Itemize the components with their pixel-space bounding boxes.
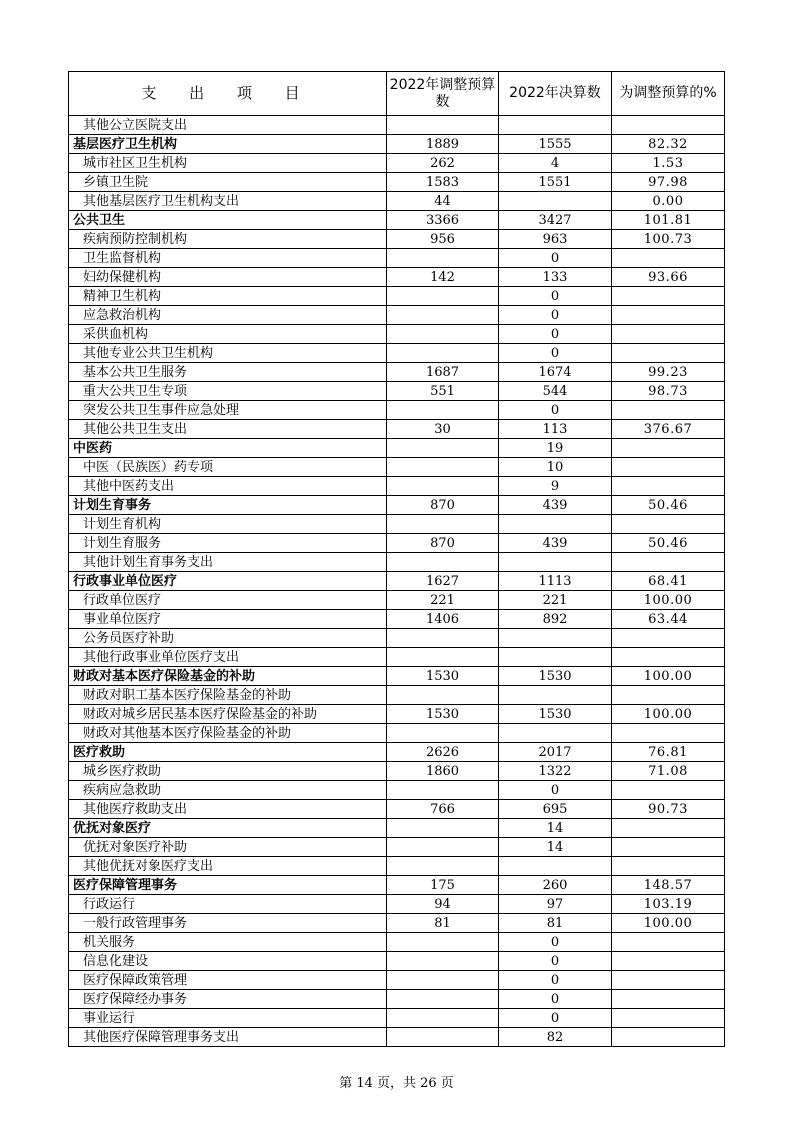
row-ratio-cell [612, 952, 725, 971]
header-budget: 2022年调整预算数 [387, 72, 499, 116]
table-row [69, 439, 725, 458]
row-final-cell: 14 [499, 838, 612, 857]
row-final-cell: 133 [499, 268, 612, 287]
row-final-cell: 19 [499, 439, 612, 458]
row-ratio-cell: 148.57 [612, 876, 725, 895]
row-budget-cell [387, 724, 499, 743]
table-row [69, 306, 725, 325]
row-budget-cell [387, 553, 499, 572]
row-final-cell: 0 [499, 952, 612, 971]
row-final-cell: 0 [499, 971, 612, 990]
row-budget-cell [387, 306, 499, 325]
row-final-cell: 3427 [499, 211, 612, 230]
row-final-cell: 439 [499, 496, 612, 515]
row-final-cell: 10 [499, 458, 612, 477]
table-row [69, 876, 725, 895]
row-name-cell: 其他公共卫生支出 [69, 420, 387, 439]
row-ratio-cell [612, 686, 725, 705]
row-budget-cell [387, 287, 499, 306]
table-header-row [69, 72, 725, 116]
table-row [69, 933, 725, 952]
table-row [69, 458, 725, 477]
row-name-cell: 其他专业公共卫生机构 [69, 344, 387, 363]
table-row [69, 420, 725, 439]
row-name-cell: 信息化建设 [69, 952, 387, 971]
row-final-cell [499, 192, 612, 211]
row-name-cell: 乡镇卫生院 [69, 173, 387, 192]
row-final-cell: 1530 [499, 705, 612, 724]
row-ratio-cell: 93.66 [612, 268, 725, 287]
row-budget-cell [387, 629, 499, 648]
table-row [69, 382, 725, 401]
row-ratio-cell [612, 1028, 725, 1047]
row-name-cell: 其他行政事业单位医疗支出 [69, 648, 387, 667]
row-ratio-cell: 100.00 [612, 705, 725, 724]
table-row [69, 496, 725, 515]
row-budget-cell: 870 [387, 496, 499, 515]
row-budget-cell [387, 515, 499, 534]
table-row [69, 971, 725, 990]
row-ratio-cell: 90.73 [612, 800, 725, 819]
row-budget-cell: 956 [387, 230, 499, 249]
row-name-cell: 城市社区卫生机构 [69, 154, 387, 173]
row-ratio-cell: 99.23 [612, 363, 725, 382]
table-row [69, 629, 725, 648]
row-name-cell: 其他医疗保障管理事务支出 [69, 1028, 387, 1047]
row-name-cell: 城乡医疗救助 [69, 762, 387, 781]
row-name-cell: 财政对职工基本医疗保险基金的补助 [69, 686, 387, 705]
row-final-cell: 14 [499, 819, 612, 838]
table-row [69, 800, 725, 819]
row-budget-cell [387, 1028, 499, 1047]
table-row [69, 192, 725, 211]
row-ratio-cell [612, 971, 725, 990]
row-final-cell: 1113 [499, 572, 612, 591]
row-name-cell: 财政对其他基本医疗保险基金的补助 [69, 724, 387, 743]
row-ratio-cell [612, 287, 725, 306]
row-final-cell: 2017 [499, 743, 612, 762]
row-ratio-cell [612, 401, 725, 420]
row-ratio-cell: 0.00 [612, 192, 725, 211]
row-name-cell: 卫生监督机构 [69, 249, 387, 268]
row-final-cell: 0 [499, 344, 612, 363]
row-budget-cell [387, 990, 499, 1009]
row-name-cell: 计划生育服务 [69, 534, 387, 553]
row-budget-cell: 81 [387, 914, 499, 933]
table-row [69, 344, 725, 363]
row-ratio-cell: 100.00 [612, 914, 725, 933]
table-row [69, 857, 725, 876]
row-name-cell: 应急救治机构 [69, 306, 387, 325]
table-row [69, 249, 725, 268]
table-row [69, 705, 725, 724]
table-row [69, 819, 725, 838]
row-ratio-cell [612, 477, 725, 496]
row-name-cell: 基本公共卫生服务 [69, 363, 387, 382]
row-name-cell: 优抚对象医疗补助 [69, 838, 387, 857]
row-ratio-cell [612, 116, 725, 135]
row-ratio-cell [612, 515, 725, 534]
row-name-cell: 计划生育事务 [69, 496, 387, 515]
row-budget-cell: 551 [387, 382, 499, 401]
table-row [69, 116, 725, 135]
row-name-cell: 妇幼保健机构 [69, 268, 387, 287]
row-budget-cell [387, 686, 499, 705]
row-ratio-cell [612, 648, 725, 667]
table-row [69, 135, 725, 154]
row-ratio-cell [612, 990, 725, 1009]
row-name-cell: 采供血机构 [69, 325, 387, 344]
expenditure-table [68, 71, 725, 1047]
table-row [69, 230, 725, 249]
row-budget-cell [387, 838, 499, 857]
row-ratio-cell: 100.00 [612, 591, 725, 610]
table-row [69, 648, 725, 667]
header-final: 2022年决算数 [499, 72, 612, 116]
row-budget-cell: 3366 [387, 211, 499, 230]
row-name-cell: 其他医疗救助支出 [69, 800, 387, 819]
row-budget-cell [387, 1009, 499, 1028]
table-row [69, 838, 725, 857]
row-ratio-cell: 98.73 [612, 382, 725, 401]
row-name-cell: 事业运行 [69, 1009, 387, 1028]
row-ratio-cell [612, 249, 725, 268]
row-name-cell: 中医药 [69, 439, 387, 458]
table-row [69, 610, 725, 629]
row-final-cell: 1322 [499, 762, 612, 781]
row-budget-cell: 262 [387, 154, 499, 173]
row-name-cell: 医疗保障经办事务 [69, 990, 387, 1009]
row-name-cell: 公务员医疗补助 [69, 629, 387, 648]
row-name-cell: 疾病预防控制机构 [69, 230, 387, 249]
row-final-cell: 4 [499, 154, 612, 173]
row-final-cell: 0 [499, 401, 612, 420]
table-row [69, 914, 725, 933]
row-budget-cell: 1627 [387, 572, 499, 591]
row-final-cell: 0 [499, 249, 612, 268]
row-final-cell: 221 [499, 591, 612, 610]
row-name-cell: 医疗保障政策管理 [69, 971, 387, 990]
row-ratio-cell [612, 458, 725, 477]
table-row [69, 287, 725, 306]
row-ratio-cell: 100.00 [612, 667, 725, 686]
row-budget-cell: 1530 [387, 705, 499, 724]
row-final-cell [499, 515, 612, 534]
row-name-cell: 一般行政管理事务 [69, 914, 387, 933]
row-ratio-cell: 376.67 [612, 420, 725, 439]
table-row [69, 477, 725, 496]
row-ratio-cell: 50.46 [612, 496, 725, 515]
row-budget-cell [387, 477, 499, 496]
table-row [69, 401, 725, 420]
row-name-cell: 其他优抚对象医疗支出 [69, 857, 387, 876]
row-ratio-cell [612, 306, 725, 325]
row-ratio-cell: 63.44 [612, 610, 725, 629]
row-name-cell: 精神卫生机构 [69, 287, 387, 306]
row-name-cell: 财政对基本医疗保险基金的补助 [69, 667, 387, 686]
table-row [69, 572, 725, 591]
row-budget-cell: 30 [387, 420, 499, 439]
row-budget-cell [387, 458, 499, 477]
row-budget-cell: 1860 [387, 762, 499, 781]
row-budget-cell: 142 [387, 268, 499, 287]
row-final-cell: 0 [499, 287, 612, 306]
row-budget-cell [387, 325, 499, 344]
row-budget-cell [387, 249, 499, 268]
row-final-cell: 963 [499, 230, 612, 249]
row-name-cell: 其他公立医院支出 [69, 116, 387, 135]
row-final-cell: 113 [499, 420, 612, 439]
row-name-cell: 财政对城乡居民基本医疗保险基金的补助 [69, 705, 387, 724]
table-row [69, 724, 725, 743]
table-row [69, 515, 725, 534]
row-budget-cell [387, 971, 499, 990]
row-final-cell: 1555 [499, 135, 612, 154]
row-name-cell: 其他中医药支出 [69, 477, 387, 496]
row-budget-cell [387, 933, 499, 952]
row-final-cell [499, 116, 612, 135]
row-final-cell: 260 [499, 876, 612, 895]
row-final-cell: 82 [499, 1028, 612, 1047]
row-ratio-cell [612, 629, 725, 648]
table-row [69, 952, 725, 971]
table-row [69, 1009, 725, 1028]
row-name-cell: 公共卫生 [69, 211, 387, 230]
row-name-cell: 其他计划生育事务支出 [69, 553, 387, 572]
table-row [69, 781, 725, 800]
row-budget-cell [387, 344, 499, 363]
row-final-cell [499, 857, 612, 876]
row-budget-cell: 1583 [387, 173, 499, 192]
row-budget-cell: 1889 [387, 135, 499, 154]
table-row [69, 762, 725, 781]
row-budget-cell: 1687 [387, 363, 499, 382]
row-final-cell [499, 686, 612, 705]
row-final-cell: 0 [499, 781, 612, 800]
table-row [69, 534, 725, 553]
row-final-cell: 9 [499, 477, 612, 496]
row-ratio-cell [612, 325, 725, 344]
row-name-cell: 事业单位医疗 [69, 610, 387, 629]
row-ratio-cell [612, 439, 725, 458]
table-row [69, 1028, 725, 1047]
row-ratio-cell [612, 724, 725, 743]
row-name-cell: 行政单位医疗 [69, 591, 387, 610]
row-ratio-cell [612, 838, 725, 857]
row-final-cell [499, 629, 612, 648]
row-ratio-cell: 101.81 [612, 211, 725, 230]
table-row [69, 667, 725, 686]
row-final-cell [499, 553, 612, 572]
row-budget-cell [387, 116, 499, 135]
row-ratio-cell [612, 933, 725, 952]
row-name-cell: 计划生育机构 [69, 515, 387, 534]
row-name-cell: 机关服务 [69, 933, 387, 952]
row-ratio-cell: 100.73 [612, 230, 725, 249]
row-final-cell: 695 [499, 800, 612, 819]
row-final-cell [499, 648, 612, 667]
row-name-cell: 突发公共卫生事件应急处理 [69, 401, 387, 420]
row-ratio-cell: 50.46 [612, 534, 725, 553]
row-ratio-cell: 68.41 [612, 572, 725, 591]
row-budget-cell: 766 [387, 800, 499, 819]
table-body [69, 116, 725, 1047]
row-budget-cell [387, 857, 499, 876]
table-row [69, 268, 725, 287]
row-budget-cell: 1530 [387, 667, 499, 686]
row-name-cell: 医疗保障管理事务 [69, 876, 387, 895]
row-ratio-cell: 71.08 [612, 762, 725, 781]
row-ratio-cell [612, 553, 725, 572]
row-budget-cell: 44 [387, 192, 499, 211]
row-budget-cell [387, 952, 499, 971]
row-budget-cell: 221 [387, 591, 499, 610]
table-row [69, 211, 725, 230]
row-name-cell: 医疗救助 [69, 743, 387, 762]
row-final-cell [499, 724, 612, 743]
row-budget-cell: 1406 [387, 610, 499, 629]
row-name-cell: 行政运行 [69, 895, 387, 914]
row-ratio-cell: 103.19 [612, 895, 725, 914]
row-budget-cell [387, 781, 499, 800]
row-final-cell: 1551 [499, 173, 612, 192]
row-ratio-cell [612, 781, 725, 800]
row-budget-cell [387, 401, 499, 420]
row-ratio-cell: 1.53 [612, 154, 725, 173]
row-final-cell: 439 [499, 534, 612, 553]
table-row [69, 363, 725, 382]
row-name-cell: 中医（民族医）药专项 [69, 458, 387, 477]
row-name-cell: 行政事业单位医疗 [69, 572, 387, 591]
row-name-cell: 疾病应急救助 [69, 781, 387, 800]
row-final-cell: 0 [499, 306, 612, 325]
row-final-cell: 1530 [499, 667, 612, 686]
table-row [69, 743, 725, 762]
row-final-cell: 81 [499, 914, 612, 933]
table-row [69, 591, 725, 610]
table-row [69, 325, 725, 344]
row-budget-cell [387, 819, 499, 838]
table-row [69, 686, 725, 705]
row-final-cell: 0 [499, 325, 612, 344]
row-ratio-cell [612, 819, 725, 838]
row-budget-cell: 94 [387, 895, 499, 914]
row-final-cell: 0 [499, 990, 612, 1009]
row-ratio-cell [612, 344, 725, 363]
row-final-cell: 97 [499, 895, 612, 914]
row-budget-cell: 175 [387, 876, 499, 895]
table-row [69, 553, 725, 572]
table-row [69, 154, 725, 173]
row-final-cell: 892 [499, 610, 612, 629]
row-name-cell: 优抚对象医疗 [69, 819, 387, 838]
header-item: 支 出 项 目 [69, 72, 387, 116]
table-row [69, 990, 725, 1009]
row-final-cell: 0 [499, 933, 612, 952]
row-ratio-cell [612, 1009, 725, 1028]
row-budget-cell [387, 648, 499, 667]
row-budget-cell [387, 439, 499, 458]
row-ratio-cell: 82.32 [612, 135, 725, 154]
table-row [69, 895, 725, 914]
row-name-cell: 基层医疗卫生机构 [69, 135, 387, 154]
row-ratio-cell: 76.81 [612, 743, 725, 762]
row-budget-cell: 2626 [387, 743, 499, 762]
row-ratio-cell: 97.98 [612, 173, 725, 192]
row-budget-cell: 870 [387, 534, 499, 553]
row-ratio-cell [612, 857, 725, 876]
page-footer: 第 14 页，共 26 页 [339, 1076, 454, 1091]
row-final-cell: 544 [499, 382, 612, 401]
header-ratio: 为调整预算的% [612, 72, 725, 116]
row-final-cell: 0 [499, 1009, 612, 1028]
row-final-cell: 1674 [499, 363, 612, 382]
row-name-cell: 重大公共卫生专项 [69, 382, 387, 401]
table-row [69, 173, 725, 192]
row-name-cell: 其他基层医疗卫生机构支出 [69, 192, 387, 211]
